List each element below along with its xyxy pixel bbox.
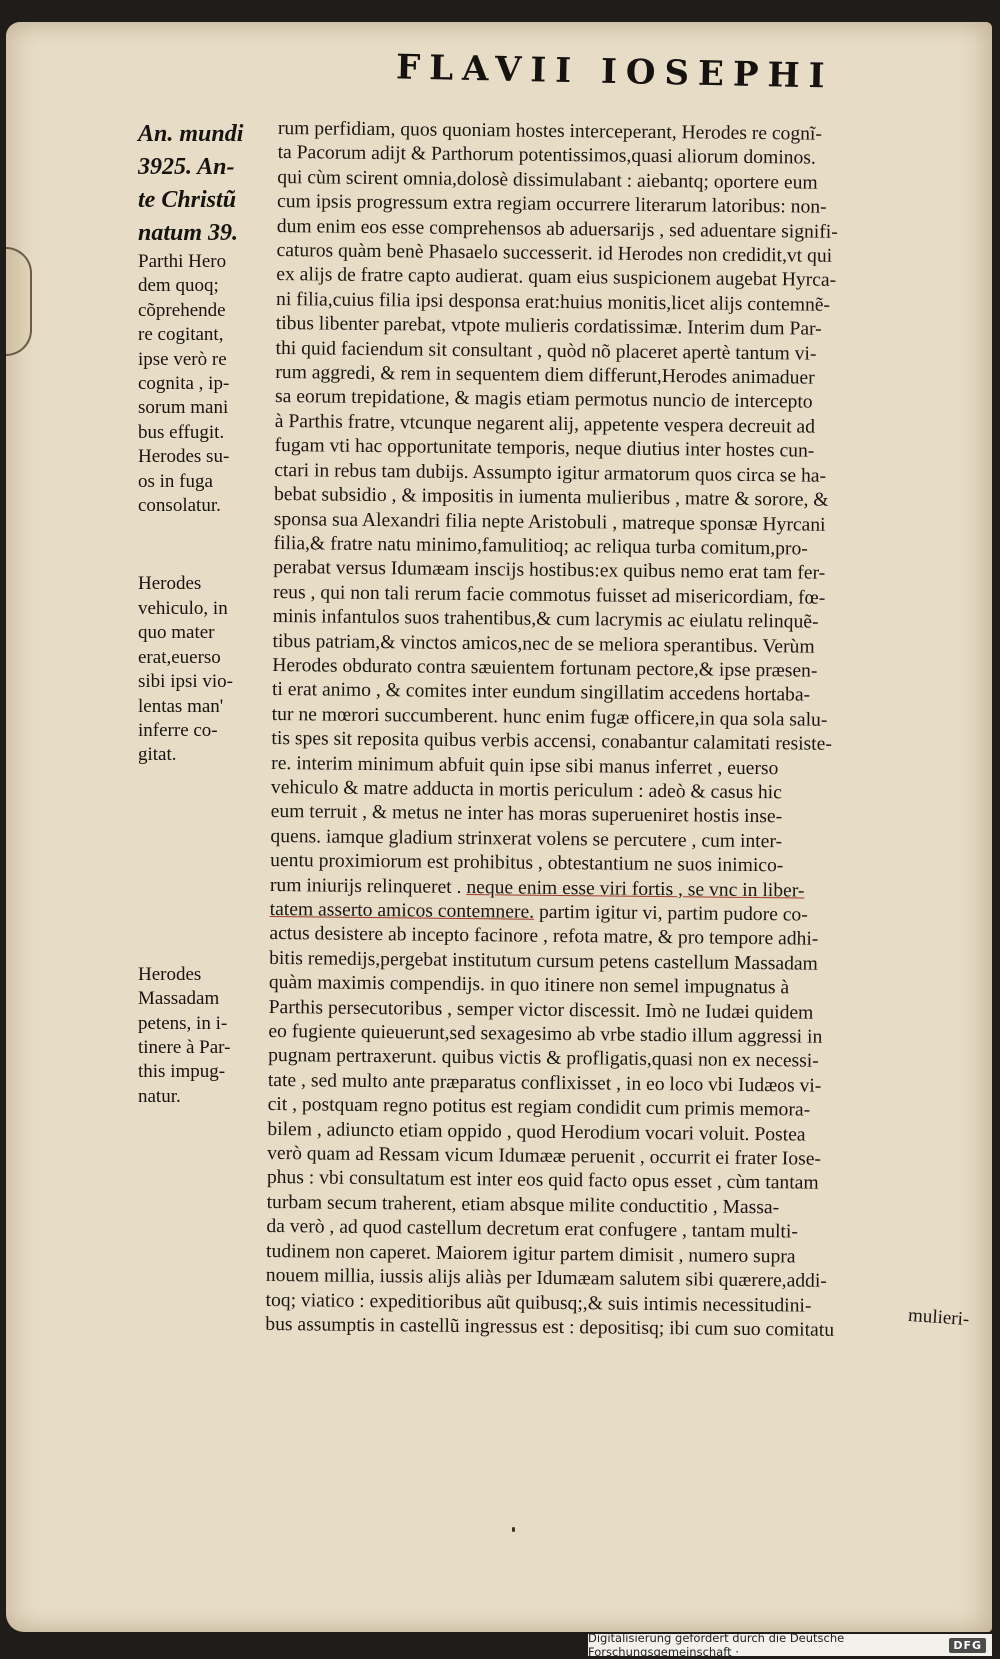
margin-note-line: vehiculo, in: [138, 597, 228, 619]
underlined-text: tatem asserto amicos contemnere.: [269, 898, 535, 923]
text-line: tate , sed multo ante præparatus conflixisset , in eo loco vbi Iudæos vi-: [267, 1069, 822, 1097]
text-line: quens. iamque gladium strinxerat volens se percutere , cum inter-: [270, 825, 783, 853]
text-line: cit , postquam regno potitus est regiam condidit cum primis memora-: [267, 1094, 811, 1121]
text-line: ctari in rebus tam dubijs. Assumpto igitur armatorum quos circa se ha-: [274, 459, 827, 487]
margin-note-year: [138, 118, 270, 250]
text-line: bus assumptis in castellũ ingressus est : depositisq; ibi cum suo comitatu: [265, 1313, 835, 1341]
margin-note-line: sorum mani: [138, 397, 229, 419]
margin-note-line: ipse verò re: [138, 348, 227, 370]
text-line: actus desistere ab incepto facinore , refota matre, & pro tempore adhi-: [269, 923, 819, 951]
text-line: eum terruit , & metus ne inter has moras superueniret hostis inse-: [270, 801, 783, 828]
text-line: sponsa sua Alexandri filia nepte Aristobuli , matreque sponsæ Hyrcani: [273, 508, 826, 536]
text-line: uentu proximiorum est prohibitus , obtestantium ne suos inimico-: [270, 850, 784, 877]
margin-gap: [138, 768, 270, 963]
margin-note-line: Herodes: [138, 963, 202, 985]
margin-note-line: bus effugit.: [138, 421, 225, 443]
margin-note-line: os in fuga: [138, 470, 213, 492]
text-line: reus , qui non tali rerum facie commotus fuisset ad misericordiam, fœ-: [272, 581, 826, 609]
margin-note-line: consolatur.: [138, 495, 221, 517]
text-line: bitis remedijs,pergebat institutum cursum petens castellum Massadam: [269, 947, 818, 975]
text-line: eo fugiente quieuerunt,sed sexagesimo ab vrbe stadio illum aggressi in: [268, 1020, 823, 1048]
text-line: filia,& fratre natu minimo,famulitioq; ac reliqua turba comitum,pro-: [273, 532, 808, 560]
credit-text: Digitalisierung gefördert durch die Deutsche Forschungsgemeinschaft ·: [588, 1631, 845, 1659]
text-line: ta Pacorum adijt & Parthorum potentissimos,quasi aliorum dominos.: [277, 142, 816, 170]
margin-note-line: gitat.: [138, 744, 177, 766]
text-line: fugam vti hac opportunitate temporis, neque diutius inter hostes cun-: [274, 435, 815, 462]
running-title: FLAVII IOSEPHI: [395, 47, 834, 97]
text-line: pugnam pertraxerunt. quibus victis & profligatis,quasi non ex necessi-: [268, 1045, 819, 1073]
text-line: tatem asserto amicos contemnere. partim igitur vi, partim pudore co-: [269, 898, 808, 926]
dfg-logo: DFG: [949, 1638, 986, 1653]
text-line: tibus libenter parebat, vtpote mulieris cordatissimæ. Interim dum Par-: [275, 313, 822, 340]
margin-note-line: lentas man': [138, 695, 224, 717]
text-line: verò quam ad Ressam vicum Idumææ peruenit , occurrit ei frater Iose-: [267, 1143, 822, 1170]
text-line: cum ipsis progressum extra regiam occurrere literarum latoribus: non-: [277, 191, 827, 218]
text-line: phus : vbi consultatum est inter eos quid facto opus esset , cùm tantam: [266, 1167, 819, 1195]
text-line: qui cùm scirent omnia,dolosè dissimulabant : aiebantq; oportere eum: [277, 166, 818, 194]
margin-note-line: Herodes: [138, 573, 202, 595]
margin-note-line: this impug-: [138, 1061, 226, 1083]
text-line: rum aggredi, & rem in sequentem diem differunt,Herodes animaduer: [275, 362, 815, 389]
text-line: Parthis persecutoribus , semper victor discessit. Imò ne Iudæi quidem: [268, 996, 814, 1024]
ink-mark: [512, 1527, 515, 1532]
text-line: thi quid faciendum sit consultant , quòd nõ placeret apertè tantum vi-: [275, 337, 817, 365]
margin-note-line: quo mater: [138, 622, 215, 644]
text-line: ex alijs de fratre capto audierat. quam eius suspicionem augebat Hyrca-: [276, 264, 837, 292]
margin-note-line: inferre co-: [138, 719, 218, 741]
text-line: rum perfidiam, quos quoniam hostes interceperant, Herodes re cognĩ-: [277, 117, 823, 145]
margin-note-line: dem quoq;: [138, 275, 219, 297]
text-line: tudinem non caperet. Maiorem igitur partem dimisit , numero supra: [266, 1240, 796, 1268]
margin-gap: [138, 518, 270, 572]
text-line: re. interim minimum abfuit quin ipse sibi manus inferret , euerso: [271, 752, 779, 779]
text-line: da verò , ad quod castellum decretum erat confugere , tantam multi-: [266, 1216, 799, 1243]
margin-note-line: erat,euerso: [138, 646, 221, 668]
catchword: mulieri-: [907, 1304, 970, 1331]
text-line: vehiculo & matre adducta in mortis periculum : adeò & casus hic: [270, 776, 782, 804]
margin-note-line: Parthi Hero: [138, 251, 227, 272]
text-line: tis spes sit reposita quibus verbis accensi, conabantur calamitati resiste-: [271, 728, 833, 755]
underlined-text: neque enim esse viri fortis , se vnc in liber-: [466, 876, 805, 902]
margin-year-line: 3925. An-: [138, 154, 235, 180]
margin-note-line: sibi ipsi vio-: [138, 671, 234, 693]
text-line: nouem millia, iussis alijs aliàs per Idumæam salutem sibi quærere,addi-: [265, 1265, 827, 1292]
margin-note-vehiculo: [138, 572, 270, 767]
text-line: à Parthis fratre, vtcunque negarent alij, appetente vespera decreuit ad: [274, 410, 816, 438]
text-line: ni filia,cuius filia ipsi desponsa erat:huius monitis,licet alijs contemnẽ-: [275, 288, 831, 316]
text-line: toq; viatico : expeditioribus aũt quibusq;,& suis intimis necessitudini-: [265, 1289, 812, 1317]
margin-note-line: Herodes su-: [138, 446, 230, 468]
text-line: sa eorum trepidatione, & magis etiam permotus nuncio de intercepto: [274, 386, 813, 414]
margin-year-line: An. mundi: [138, 121, 244, 147]
margin-year-line: te Christũ: [138, 187, 237, 213]
book-page: [6, 22, 992, 1632]
margin-note-line: cognita , ip-: [138, 373, 230, 395]
digitization-credit: [588, 1631, 992, 1659]
text-line: rum iniurijs relinqueret . neque enim esse viri fortis , se vnc in liber-: [269, 874, 805, 902]
text-line: tur ne mœrori succumberent. hunc enim fugæ officere,in qua sola salu-: [271, 703, 828, 731]
margin-note-line: cõprehende: [138, 299, 226, 321]
text-line: caturos quàm benè Phasaelo successerit. id Herodes non credidit,vt qui: [276, 240, 833, 267]
text-line: dum enim eos esse comprehensos ab aduersarijs , sed aduentare signifi-: [276, 215, 838, 243]
margin-note-line: tinere à Par-: [138, 1036, 231, 1058]
margin-notes: [138, 118, 270, 1109]
margin-note-massadam: [138, 963, 270, 1109]
text-line: tibus patriam,& vinctos amicos,nec de se meliora sperantibus. Verùm: [272, 630, 815, 658]
page-clip-mark: [6, 247, 32, 356]
body-text: [265, 117, 968, 1344]
margin-note-line: petens, in i-: [138, 1012, 228, 1034]
margin-note-line: natur.: [138, 1085, 181, 1107]
text-line: turbam secum traherent, etiam absque milite conductitio , Massa-: [266, 1191, 780, 1219]
text-line: minis infantulos suos trahentibus,& cum lacrymis ac eiulatu relinquẽ-: [272, 606, 819, 633]
margin-note-parthi: [138, 250, 270, 518]
text-line: bebat subsidio , & impositis in iumenta mulieribus , matre & sorore, &: [273, 484, 829, 511]
margin-note-line: re cogitant,: [138, 324, 224, 346]
margin-note-line: Massadam: [138, 988, 220, 1010]
text-line: ti erat animo , & comites inter eundum singillatim accedens hortaba-: [271, 679, 811, 706]
margin-year-line: natum 39.: [138, 220, 239, 246]
text-line: perabat versus Idumæam inscijs hostibus:ex quibus nemo erat tam fer-: [273, 557, 826, 585]
text-line: bilem , adiuncto etiam oppido , quod Herodium vocari voluit. Postea: [267, 1118, 806, 1146]
text-line: Herodes obdurato contra sæuientem fortunam pectore,& ipse præsen-: [272, 654, 818, 682]
text-line: quàm maximis compendijs. in quo itinere non semel impugnatus à: [268, 972, 790, 999]
